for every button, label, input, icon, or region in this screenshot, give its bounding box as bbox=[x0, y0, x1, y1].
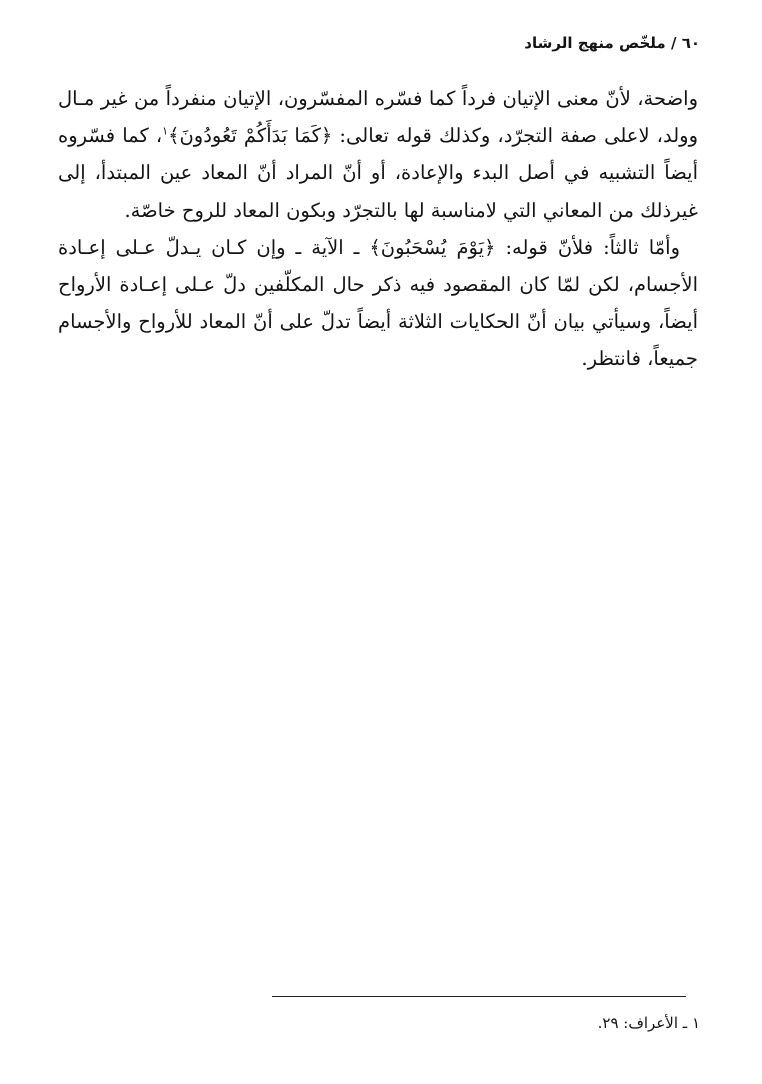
footnote-reference[interactable]: ١ bbox=[162, 124, 169, 138]
paragraph-1-part-a: واضحة، لأنّ معنى الإتيان فرداً كما فسّره المفسّرون، الإتيان منفرداً من غير مـال وولد، لاعلى صفة التجرّد، وكذلك قوله تعالى: ﴿كَمَا بَدَأَكُمْ تَعُودُونَ﴾ bbox=[58, 87, 698, 148]
paragraph-2: وأمّا ثالثاً: فلأنّ قوله: ﴿يَوْمَ يُسْحَبُونَ﴾ ـ الآية ـ وإن كـان يـدلّ عـلى إعـادة الأجسام، لكن لمّا كان المقصود فيه ذكر حال المكلّفين دلّ عـلى إعـادة الأرواح أيضاً، وسيأتي بيان أنّ الحكايات الثلاثة أيضاً تدلّ على أنّ المعاد للأرواح والأجسام جميعاً، فانتظر. bbox=[58, 235, 698, 371]
page-number: ٦٠ bbox=[681, 34, 700, 52]
footnote: ١ ـ الأعراف: ٢٩. bbox=[597, 1014, 700, 1032]
book-title: ملخّص منهج الرشاد bbox=[524, 34, 666, 52]
header-separator: / bbox=[670, 34, 677, 52]
footnote-divider bbox=[272, 996, 686, 997]
running-header bbox=[524, 34, 700, 52]
main-text bbox=[58, 80, 698, 378]
paragraph-1 bbox=[58, 80, 698, 229]
paragraph-1-part-b: ، كما فسّروه أيضاً التشبيه في أصل البدء والإعادة، أو أنّ المراد أنّ المعاد عين المبتدأ، إلى غيرذلك من المعاني التي لامناسبة لها بالتجرّد وبكون المعاد للروح خاصّة. bbox=[58, 124, 698, 222]
